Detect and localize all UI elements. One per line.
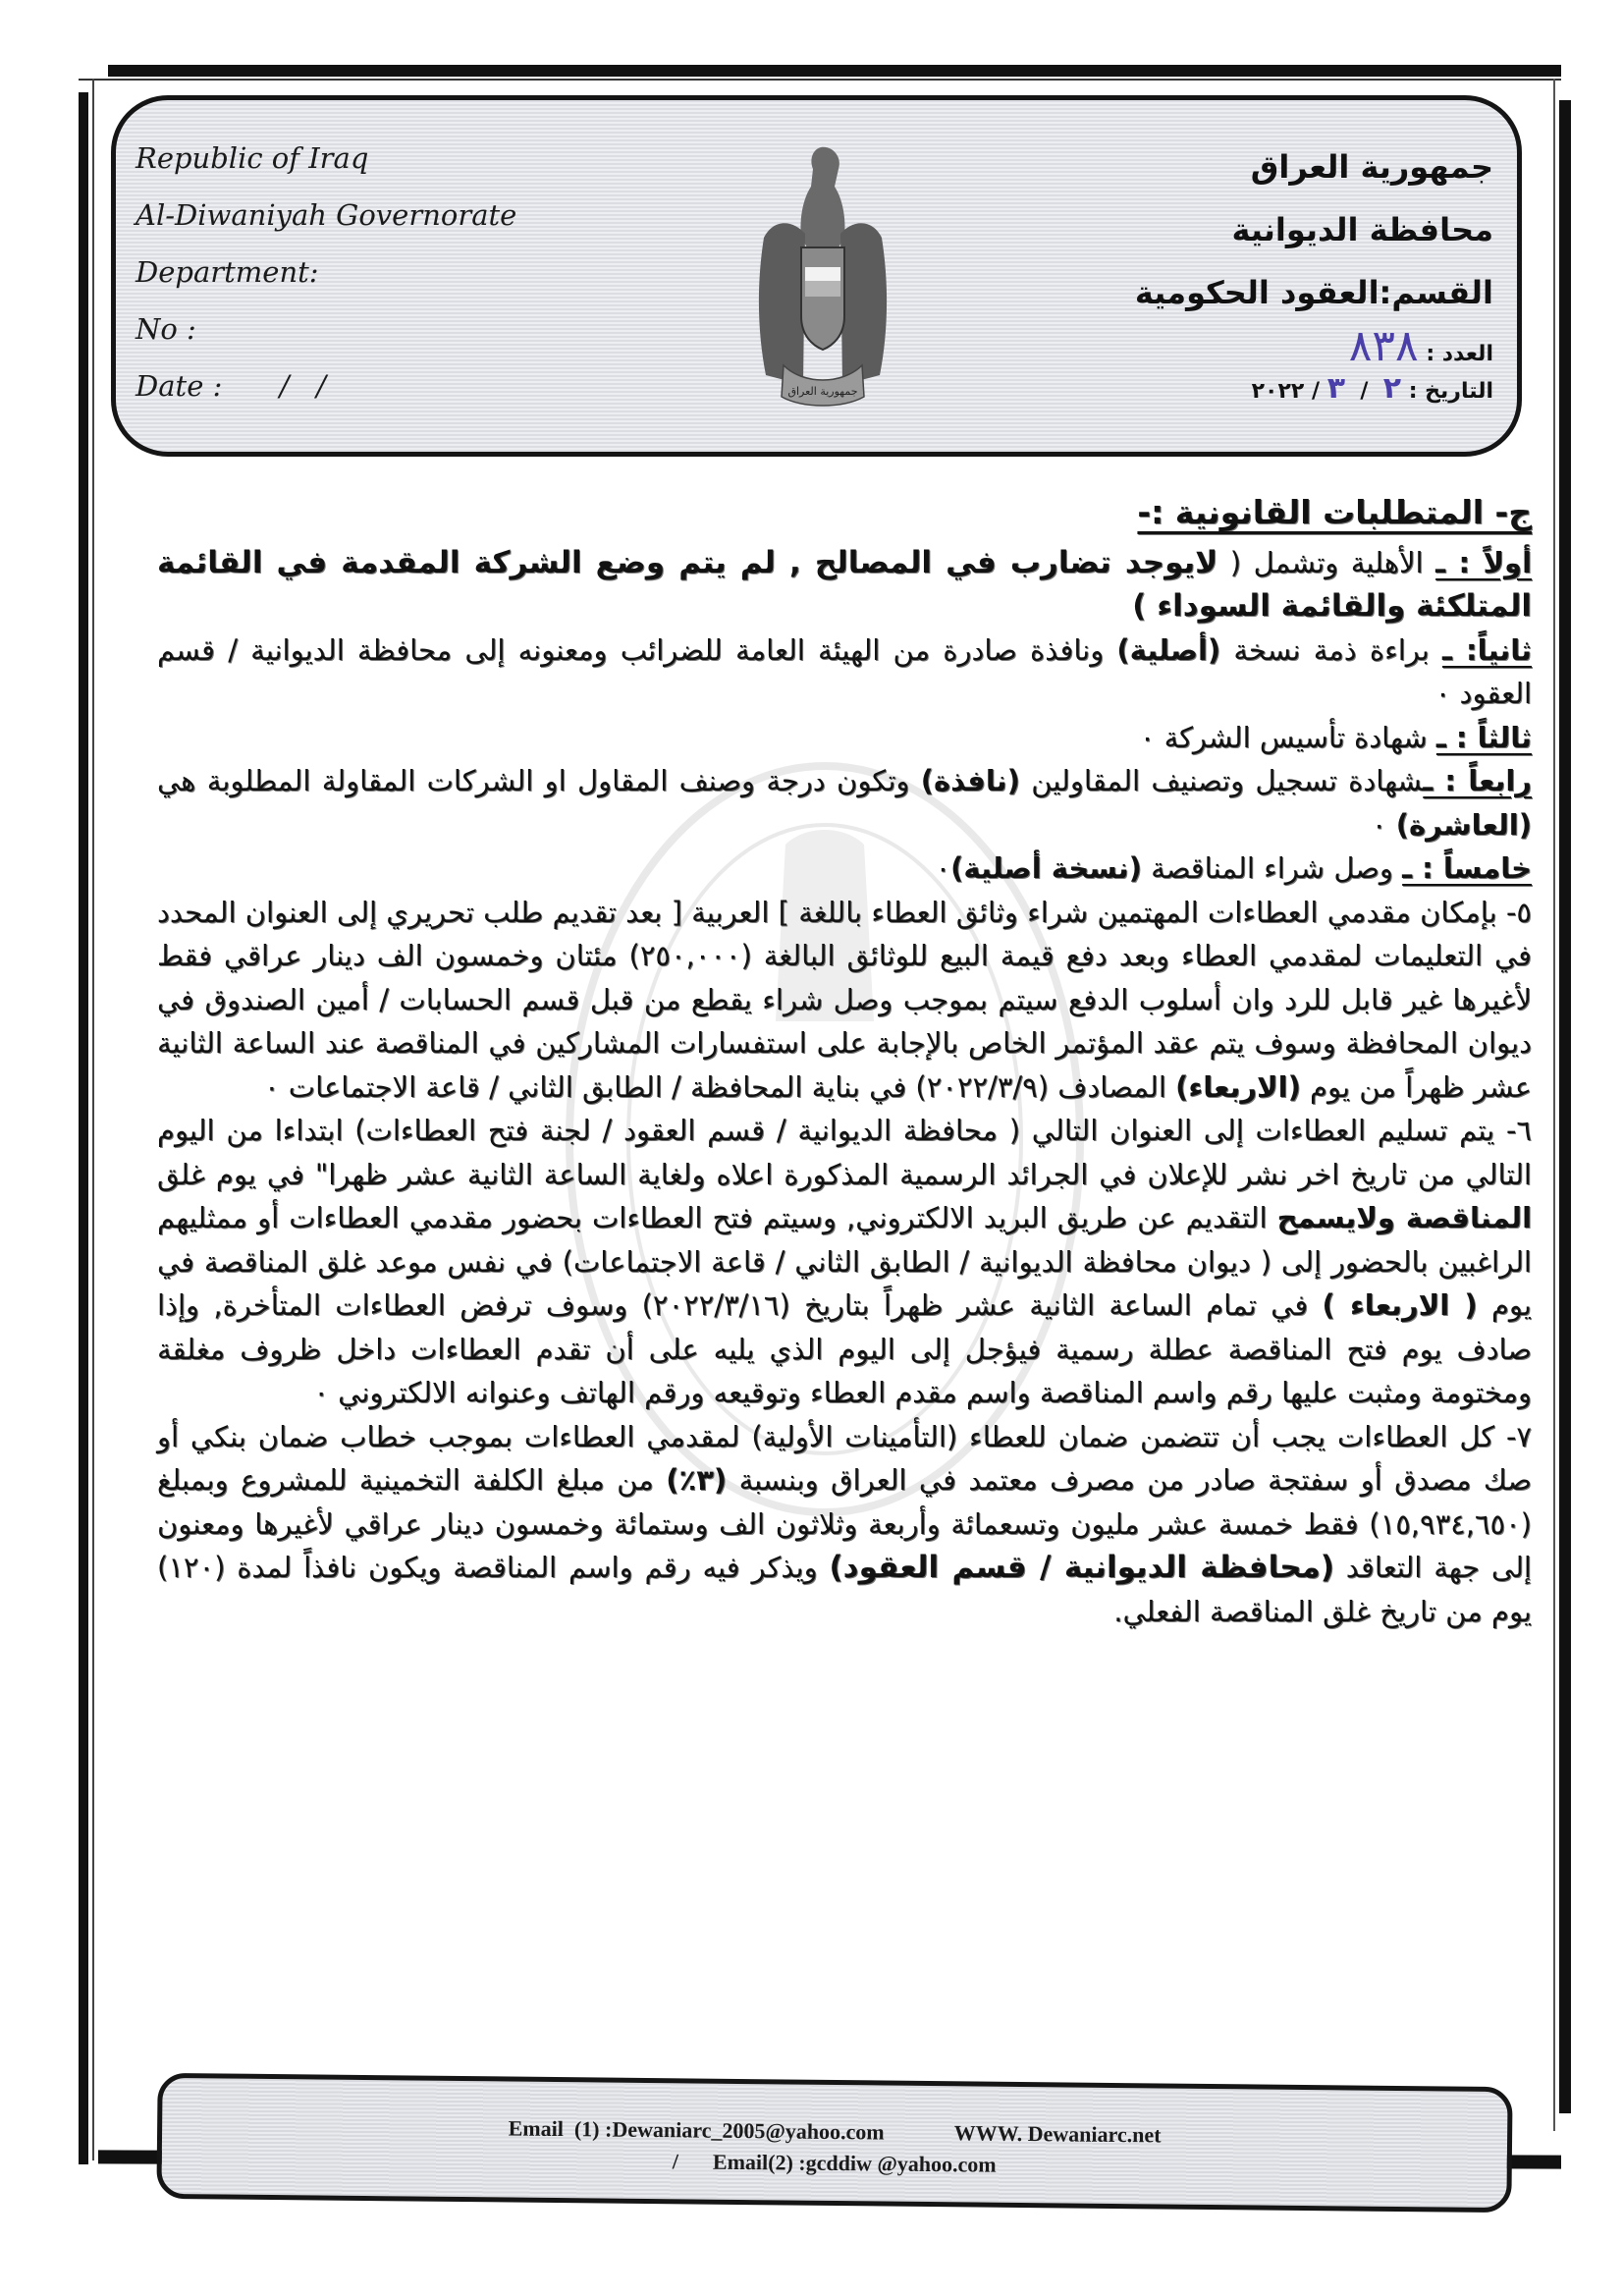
item-fifth bbox=[157, 847, 1532, 891]
letterhead bbox=[111, 95, 1522, 457]
date-separator: / bbox=[1352, 379, 1377, 404]
governorate-en: Al-Diwaniyah Governorate bbox=[135, 198, 517, 232]
border-top-thin bbox=[79, 79, 1561, 81]
number-label-ar: العدد : bbox=[1426, 342, 1493, 366]
department-ar: القسم:العقود الحكومية bbox=[1134, 274, 1493, 311]
item-third bbox=[157, 716, 1532, 760]
item-text: ونافذة صادرة من الهيئة العامة للضرائب ومعنونه إلى محافظة الديوانية / قسم العقود ٠ bbox=[157, 632, 1532, 710]
paragraph-text-bold: (الاربعاء) bbox=[1175, 1069, 1301, 1104]
date-day-handwritten: ٢ bbox=[1382, 371, 1402, 406]
item-label: رابعاً : ـ bbox=[1423, 764, 1533, 797]
country-ar: جمهورية العراق bbox=[1250, 148, 1493, 186]
date-month-handwritten: ٣ bbox=[1326, 371, 1346, 406]
border-right bbox=[1559, 100, 1571, 2113]
item-text: وصل شراء المناقصة bbox=[1141, 851, 1403, 885]
footer-contact-box bbox=[156, 2073, 1512, 2213]
number-row-ar bbox=[1135, 321, 1493, 371]
governorate-ar: محافظة الديوانية bbox=[1231, 211, 1493, 248]
document-body bbox=[157, 491, 1532, 1633]
item-text-bold: لايوجد تضارب في المصالح , لم يتم وضع الشركة المقدمة في القائمة المتلكئة والقائمة السوداء ) bbox=[157, 544, 1532, 624]
item-label: ثالثاً : ـ bbox=[1435, 720, 1532, 754]
item-text: وتكون درجة وصنف المقاول او الشركات المقاولة المطلوبة هي bbox=[157, 764, 921, 797]
paragraph-5 bbox=[157, 891, 1532, 1110]
paragraph-text: ويذكر فيه رقم واسم المناقصة ويكون نافذاً لمدة (١٢٠) يوم من تاريخ غلق المناقصة الفعلي. bbox=[157, 1551, 1532, 1628]
item-text: براءة ذمة نسخة bbox=[1220, 632, 1443, 667]
date-year: / ٢٠٢٢ bbox=[1251, 379, 1321, 404]
iraq-eagle-emblem-icon bbox=[744, 139, 901, 424]
border-left-thin bbox=[92, 79, 94, 2160]
item-text: الأهلية وتشمل ( bbox=[1217, 545, 1436, 579]
paragraph-text-bold: ( الاربعاء ) bbox=[1322, 1288, 1478, 1322]
section-title: ج- المتطلبات القانونية :- bbox=[1137, 493, 1532, 531]
emblem-banner-text: جمهورية العراق bbox=[787, 385, 858, 398]
paragraph-text: ٥- بإمكان مقدمي العطاءات المهتمين شراء وثائق العطاء باللغة ] العربية [ بعد تقديم طلب تحريري إلى العنوان المحدد في التعليمات لمقدمي العطاء وبعد دفع قيمة البيع للوثائق البالغة (٢٥٠,٠٠٠) مئتان وخمسون الف دينار عراقي فقط لأغيرها غير قابل للرد وان أسلوب الدفع سيتم بموجب وصل شراء يقطع من قبل قسم الحسابات / أمين الصندوق في ديوان المحافظة وسوف يتم عقد المؤتمر الخاص بالإجابة على استفسارات المشاركين في المناقصة عند الساعة الثانية عشر ظهراً من يوم bbox=[157, 895, 1532, 1104]
border-right-thin bbox=[1553, 79, 1555, 2131]
date-row-ar bbox=[1135, 369, 1493, 409]
paragraph-text: ٦- يتم تسليم العطاءات إلى العنوان التالي ( محافظة الديوانية / قسم العقود / لجنة فتح العطاءات) ابتداءا من اليوم التالي من تاريخ اخر نشر للإعلان في الجرائد الرسمية المذكورة اعلاه ولغاية الساعة الثانية عشر ظهرا" في يوم غلق bbox=[157, 1114, 1532, 1191]
item-text: شهادة تسجيل وتصنيف المقاولين bbox=[1019, 764, 1424, 797]
paragraph-7 bbox=[157, 1415, 1532, 1634]
email-2[interactable]: Email(2) :gcddiw @yahoo.com bbox=[712, 2149, 997, 2177]
footer-contacts bbox=[162, 2109, 1508, 2186]
paragraph-text: المصادف (٢٠٢٢/٣/٩) في بناية المحافظة / الطابق الثاني / قاعة الاجتماعات ٠ bbox=[264, 1069, 1176, 1104]
item-text-bold: (نافذة) bbox=[920, 764, 1020, 797]
paragraph-text-bold: المناقصة ولايسمح bbox=[1276, 1201, 1533, 1234]
item-text: ٠ bbox=[1371, 807, 1396, 842]
paragraph-text-bold: (محافظة الديوانية / قسم العقود) bbox=[829, 1550, 1334, 1585]
country-en: Republic of Iraq bbox=[135, 141, 369, 175]
letterhead-english bbox=[135, 130, 516, 414]
border-top bbox=[108, 65, 1561, 77]
website-link[interactable]: WWW. Dewaniarc.net bbox=[953, 2120, 1162, 2148]
item-label: ثانياً: ـ bbox=[1442, 632, 1532, 667]
date-label-en: Date : bbox=[135, 369, 223, 403]
item-second bbox=[157, 629, 1532, 716]
date-slashes-en: / / bbox=[279, 369, 326, 403]
paragraph-text: التقديم عن طريق البريد الالكتروني, وسيتم فتح العطاءات بحضور مقدمي العطاءات أو ممثليهم الراغبين بالحضور إلى ( ديوان محافظة الديوانية / الطابق الثاني / قاعة الاجتماعات) في نفس موعد غلق المناقصة في يوم bbox=[157, 1201, 1532, 1322]
number-label-en: No : bbox=[135, 312, 196, 346]
border-left bbox=[79, 92, 88, 2164]
item-label: خامساً : ـ bbox=[1402, 851, 1532, 885]
footer-separator: / bbox=[672, 2149, 679, 2174]
item-text-bold: (العاشرة) bbox=[1395, 807, 1532, 842]
item-first bbox=[157, 541, 1532, 629]
date-row-en bbox=[135, 357, 516, 414]
paragraph-text: ٧- كل العطاءات يجب أن تتضمن ضمان للعطاء (التأمينات الأولية) لمقدمي العطاءات بموجب خطاب ضمان بنكي أو صك مصدق أو سفتجة صادر من مصرف معتمد في العراق وبنسبة bbox=[157, 1419, 1532, 1497]
item-text: ٠ bbox=[935, 851, 951, 885]
date-label-ar: التاريخ : bbox=[1408, 379, 1493, 404]
email-1[interactable]: Email (1) :Dewaniarc_2005@yahoo.com bbox=[508, 2115, 885, 2145]
item-fourth bbox=[157, 759, 1532, 847]
department-label-en: Department: bbox=[135, 255, 319, 289]
item-text-bold: (أصلية) bbox=[1116, 632, 1221, 667]
number-value-handwritten: ٨٣٨ bbox=[1348, 321, 1419, 371]
paragraph-text: في تمام الساعة الثانية عشر ظهراً بتاريخ (٢٠٢٢/٣/١٦) وسوف ترفض العطاءات المتأخرة, وإذا صادف يوم فتح المناقصة عطلة رسمية فيؤجل إلى اليوم الذي يليه على أن تقدم العطاءات داخل ظروف مغلقة ومختومة ومثبت عليها رقم واسم المناقصة واسم مقدم العطاء وتوقيعه ورقم الهاتف وعنوانه الالكتروني ٠ bbox=[157, 1288, 1532, 1409]
item-label: أولاً : ـ bbox=[1435, 545, 1533, 579]
paragraph-6 bbox=[157, 1109, 1532, 1415]
paragraph-text-bold: (٣٪) bbox=[666, 1463, 728, 1497]
item-text: شهادة تأسيس الشركة ٠ bbox=[1139, 720, 1436, 754]
item-text-bold: (نسخة أصلية) bbox=[950, 851, 1142, 885]
paragraph-text: من مبلغ الكلفة التخمينية للمشروع وبمبلغ (١٥,٩٣٤,٦٥٠) فقط خمسة عشر مليون وتسعمائة وأربعة وثلاثون الف وستمائة وخمسون دينار عراقي لأغيرها ومعنون إلى جهة التعاقد bbox=[157, 1463, 1532, 1584]
letterhead-arabic bbox=[1135, 136, 1493, 409]
